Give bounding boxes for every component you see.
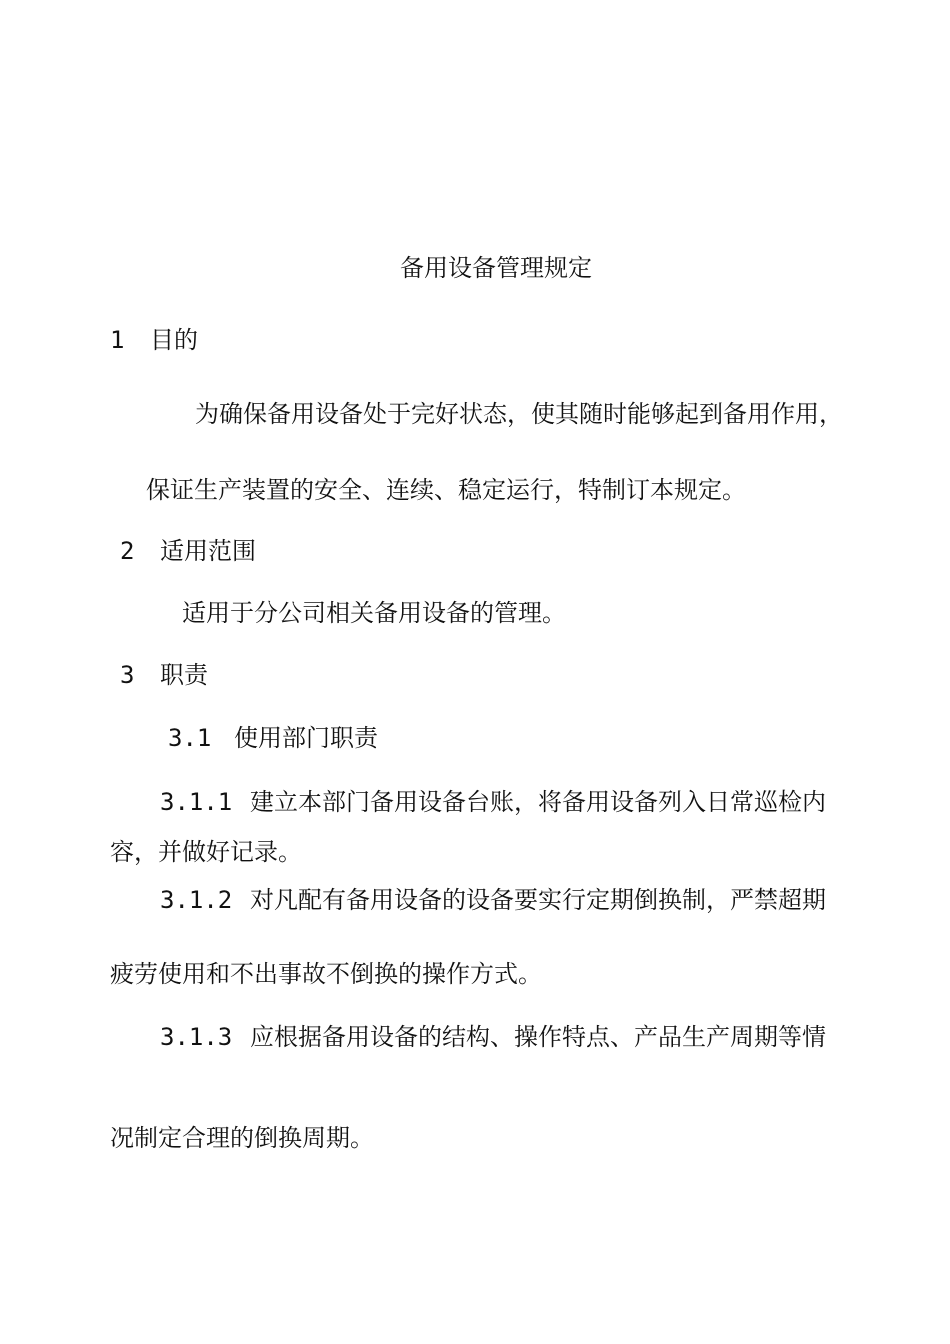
clause-continuation: 况制定合理的倒换周期。 xyxy=(110,1124,374,1152)
section-title: 职责 xyxy=(160,661,208,689)
section-title: 目的 xyxy=(150,326,198,354)
clause-continuation: 容，并做好记录。 xyxy=(110,838,302,866)
clause-3-1-2 xyxy=(160,884,826,916)
section-3-heading xyxy=(120,659,208,691)
section-2-heading xyxy=(120,535,256,567)
clause-3-1-1 xyxy=(160,786,826,818)
section-number: 3 xyxy=(120,661,135,689)
clause-number: 3.1.1 xyxy=(160,788,233,816)
paragraph-line: 为确保备用设备处于完好状态，使其随时能够起到备用作用， xyxy=(195,400,843,428)
section-1-heading xyxy=(110,324,198,356)
subsection-3-1-heading xyxy=(168,722,378,754)
subsection-number: 3.1 xyxy=(168,724,212,752)
clause-continuation: 疲劳使用和不出事故不倒换的操作方式。 xyxy=(110,960,542,988)
clause-text: 对凡配有备用设备的设备要实行定期倒换制，严禁超期 xyxy=(250,886,826,914)
document-title: 备用设备管理规定 xyxy=(400,254,592,282)
clause-text: 应根据备用设备的结构、操作特点、产品生产周期等情 xyxy=(250,1023,826,1051)
clause-text: 建立本部门备用设备台账，将备用设备列入日常巡检内 xyxy=(250,788,826,816)
clause-3-1-3 xyxy=(160,1021,826,1053)
section-number: 1 xyxy=(110,326,125,354)
subsection-title: 使用部门职责 xyxy=(234,724,378,752)
section-number: 2 xyxy=(120,537,135,565)
section-title: 适用范围 xyxy=(160,537,256,565)
paragraph-line: 保证生产装置的安全、连续、稳定运行，特制订本规定。 xyxy=(146,476,746,504)
clause-number: 3.1.3 xyxy=(160,1023,233,1051)
clause-number: 3.1.2 xyxy=(160,886,233,914)
paragraph-line: 适用于分公司相关备用设备的管理。 xyxy=(182,599,566,627)
